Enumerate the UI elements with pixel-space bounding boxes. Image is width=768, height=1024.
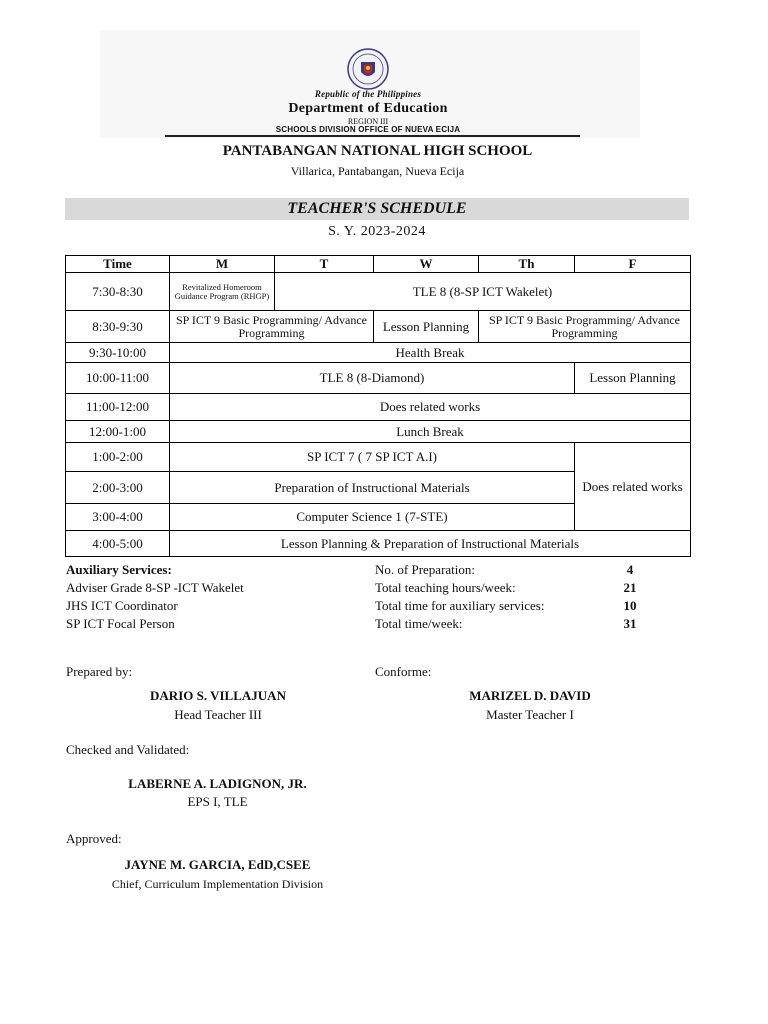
- stat-value: 10: [623, 598, 637, 613]
- header-tuesday: T: [275, 256, 374, 273]
- schedule-title: TEACHER'S SCHEDULE: [65, 198, 689, 220]
- letterhead-divider: [165, 135, 580, 137]
- header-thursday: Th: [479, 256, 575, 273]
- time-cell: 12:00-1:00: [66, 421, 170, 443]
- table-row: [66, 311, 691, 343]
- stat-value: 4: [626, 562, 634, 577]
- approved-position: Chief, Curriculum Implementation Division: [111, 877, 324, 891]
- time-cell: 1:00-2:00: [66, 443, 170, 472]
- auxiliary-heading: Auxiliary Services:: [66, 562, 172, 577]
- header-monday: M: [170, 256, 275, 273]
- school-year: S. Y. 2023-2024: [328, 224, 426, 239]
- conforme-label: Conforme:: [375, 664, 432, 679]
- schedule-cell: Lesson Planning: [575, 363, 691, 394]
- schedule-table: [65, 255, 691, 557]
- conforme-position: Master Teacher I: [486, 707, 574, 722]
- time-cell: 10:00-11:00: [66, 363, 170, 394]
- approved-label: Approved:: [66, 831, 122, 846]
- stat-value: 31: [623, 616, 637, 631]
- table-row: [66, 363, 691, 394]
- schedule-cell: TLE 8 (8-SP ICT Wakelet): [275, 273, 691, 311]
- deped-seal-icon: [347, 48, 389, 90]
- header-friday: F: [575, 256, 691, 273]
- checked-validated-label: Checked and Validated:: [66, 742, 190, 757]
- schedule-cell: SP ICT 9 Basic Programming/ Advance Programming: [479, 311, 691, 343]
- schedule-cell: SP ICT 7 ( 7 SP ICT A.I): [170, 443, 575, 472]
- division-office: SCHOOLS DIVISION OFFICE OF NUEVA ECIJA: [275, 125, 461, 134]
- schedule-cell: Computer Science 1 (7-STE): [170, 504, 575, 531]
- time-cell: 4:00-5:00: [66, 531, 170, 557]
- school-name: PANTABANGAN NATIONAL HIGH SCHOOL: [222, 143, 533, 159]
- schedule-cell: Lesson Planning & Preparation of Instructional Materials: [170, 531, 691, 557]
- checked-validated-position: EPS I, TLE: [187, 794, 248, 809]
- table-row: [66, 343, 691, 363]
- time-cell: 9:30-10:00: [66, 343, 170, 363]
- schedule-cell: TLE 8 (8-Diamond): [170, 363, 575, 394]
- stat-label: Total teaching hours/week:: [375, 580, 516, 595]
- table-row: [66, 443, 691, 472]
- stat-label: No. of Preparation:: [375, 562, 476, 577]
- table-row: [66, 531, 691, 557]
- header-time: Time: [66, 256, 170, 273]
- prepared-by-name: DARIO S. VILLAJUAN: [150, 688, 286, 703]
- time-cell: 7:30-8:30: [66, 273, 170, 311]
- header-wednesday: W: [374, 256, 479, 273]
- auxiliary-item: SP ICT Focal Person: [66, 616, 175, 631]
- time-cell: 3:00-4:00: [66, 504, 170, 531]
- prepared-by-label: Prepared by:: [66, 664, 133, 679]
- schedule-cell: Preparation of Instructional Materials: [170, 472, 575, 504]
- stat-value: 21: [623, 580, 637, 595]
- schedule-cell: Lesson Planning: [374, 311, 479, 343]
- department-name: Department of Education: [288, 101, 448, 116]
- checked-validated-name: LABERNE A. LADIGNON, JR.: [128, 776, 307, 791]
- schedule-cell: Lunch Break: [170, 421, 691, 443]
- time-cell: 11:00-12:00: [66, 394, 170, 421]
- schedule-cell: Revitalized Homeroom Guidance Program (RHGP): [170, 273, 275, 311]
- republic-line: Republic of the Philippines: [314, 89, 422, 99]
- time-cell: 2:00-3:00: [66, 472, 170, 504]
- schedule-cell: Health Break: [170, 343, 691, 363]
- table-row: [66, 394, 691, 421]
- schedule-cell: Does related works: [575, 443, 691, 531]
- auxiliary-item: Adviser Grade 8-SP -ICT Wakelet: [66, 580, 244, 595]
- stat-label: Total time/week:: [375, 616, 463, 631]
- schedule-cell: SP ICT 9 Basic Programming/ Advance Programming: [170, 311, 374, 343]
- time-cell: 8:30-9:30: [66, 311, 170, 343]
- table-row: [66, 421, 691, 443]
- conforme-name: MARIZEL D. DAVID: [469, 688, 591, 703]
- approved-name: JAYNE M. GARCIA, EdD,CSEE: [124, 857, 311, 872]
- auxiliary-item: JHS ICT Coordinator: [66, 598, 178, 613]
- stat-label: Total time for auxiliary services:: [375, 598, 545, 613]
- schedule-cell: Does related works: [170, 394, 691, 421]
- prepared-by-position: Head Teacher III: [174, 707, 262, 722]
- school-address: Villarica, Pantabangan, Nueva Ecija: [290, 164, 465, 178]
- region-line: REGION III: [347, 117, 389, 126]
- table-header-row: [66, 256, 691, 273]
- table-row: [66, 273, 691, 311]
